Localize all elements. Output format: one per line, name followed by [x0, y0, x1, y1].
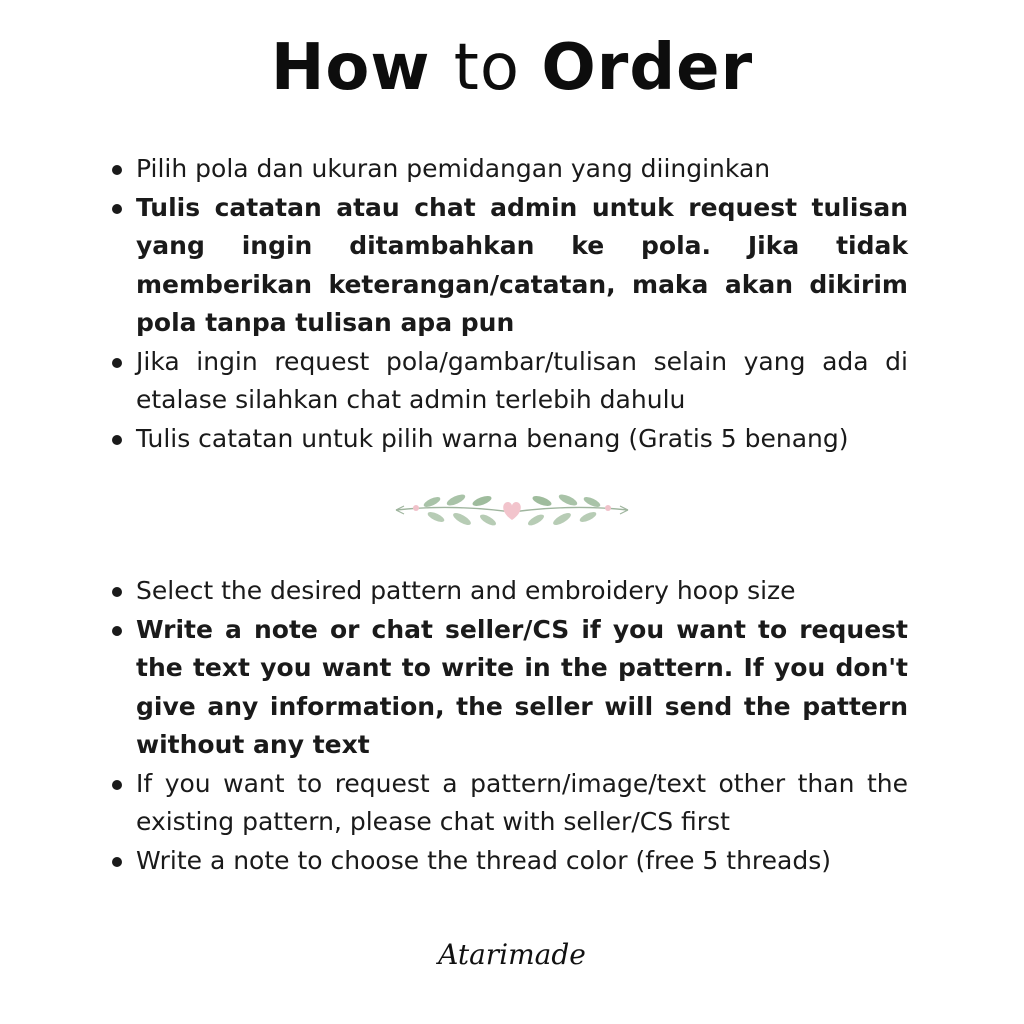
list-item: Pilih pola dan ukuran pemidangan yang diinginkan	[108, 150, 908, 189]
title-part-how: How	[270, 31, 454, 105]
title-part-order: Order	[541, 31, 754, 105]
english-steps-list	[108, 572, 908, 880]
list-item: Tulis catatan untuk pilih warna benang (Gratis 5 benang)	[108, 420, 908, 459]
list-item: Select the desired pattern and embroidery hoop size	[108, 572, 908, 611]
title-part-to: to	[453, 31, 542, 105]
indonesian-steps-list	[108, 150, 908, 458]
list-item: Write a note or chat seller/CS if you want to request the text you want to write in the pattern. If you don't give any information, the seller will send the pattern without any text	[108, 611, 908, 765]
page-title	[0, 28, 1024, 108]
list-item: Tulis catatan atau chat admin untuk request tulisan yang ingin ditambahkan ke pola. Jika tidak memberikan keterangan/catatan, maka akan dikirim pola tanpa tulisan apa pun	[108, 189, 908, 343]
list-item: Jika ingin request pola/gambar/tulisan selain yang ada di etalase silahkan chat admin terlebih dahulu	[108, 343, 908, 420]
list-item: Write a note to choose the thread color (free 5 threads)	[108, 842, 908, 881]
list-item: If you want to request a pattern/image/text other than the existing pattern, please chat with seller/CS first	[108, 765, 908, 842]
floral-heart-divider-icon	[392, 490, 632, 530]
brand-signature: Atarimade	[438, 938, 586, 971]
